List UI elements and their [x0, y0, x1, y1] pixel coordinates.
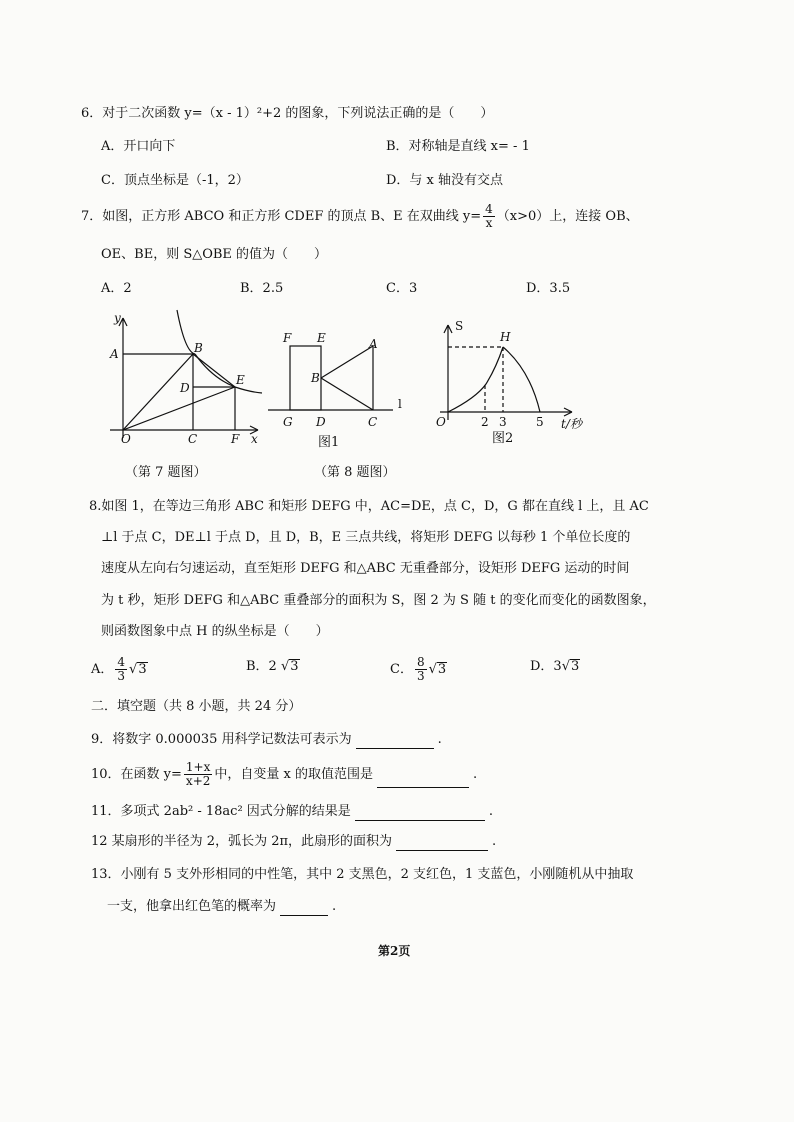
fig8-seg-ab: [321, 346, 373, 378]
q8-option-d-label: D．3: [530, 659, 562, 674]
q10-fraction: [184, 761, 212, 788]
q8-line5: 则函数图象中点 H 的纵坐标是（ ）: [101, 624, 329, 639]
q7-option-a: A．2: [101, 281, 132, 296]
q7-stem-a: 7．如图，正方形 ABCO 和正方形 CDEF 的顶点 B、E 在双曲线 y=: [81, 209, 482, 224]
q10-text-b: 中，自变量 x 的取值范围是: [214, 767, 373, 782]
q6-option-a: A．开口向下: [101, 139, 176, 154]
q8-line1: 8.如图 1，在等边三角形 ABC 和矩形 DEFG 中，AC=DE，点 C，D，G 都在直线 l 上，且 AC: [89, 499, 649, 514]
q12-answer-blank[interactable]: [396, 836, 488, 851]
fig7-label-x: x: [251, 432, 258, 446]
fig8-curve-fall: [503, 347, 540, 412]
q13-answer-blank[interactable]: [280, 901, 328, 916]
q7-stem2: OE、BE，则 S△OBE 的值为（ ）: [101, 247, 328, 262]
q8-option-b-label: B．2: [246, 659, 277, 674]
q9-end: .: [437, 732, 442, 747]
fig8-tick-3: 3: [499, 415, 507, 429]
fig8-label-c: C: [368, 415, 378, 429]
q12: [91, 833, 496, 851]
q7-option-c: C．3: [386, 281, 418, 296]
q11-answer-blank[interactable]: [355, 806, 485, 821]
fig8-label-t: t/秒: [561, 417, 582, 431]
q8-option-c: C． $\frac{8}{3}$ √3: [390, 655, 447, 683]
q6-stem: 6．对于二次函数 y=（x - 1）²+2 的图象，下列说法正确的是（ ）: [81, 106, 494, 121]
q12-text: 12 某扇形的半径为 2，弧长为 2π，此扇形的面积为: [91, 834, 393, 849]
q7-stem: [81, 203, 639, 230]
fig8-label-l: l: [398, 397, 402, 411]
q6-option-c: C．顶点坐标是（-1，2）: [101, 173, 249, 188]
q7-option-b: B．2.5: [240, 281, 284, 296]
q13-text: 一支，他拿出红色笔的概率为: [107, 899, 277, 914]
q13-end: .: [332, 899, 337, 914]
section2-title: 二．填空题（共 8 小题，共 24 分）: [91, 699, 302, 714]
fig8-fig1-title: 图1: [318, 435, 340, 450]
q8-a-radicand: 3: [138, 662, 147, 677]
q7-fraction: [483, 203, 495, 230]
q10-frac-den: x+2: [185, 774, 211, 788]
fig8-label-o2: O: [436, 415, 446, 429]
q10-frac-num: 1+x: [185, 760, 211, 774]
q8-option-a-frac: [115, 656, 127, 683]
q8-line4: 为 t 秒，矩形 DEFG 和△ABC 重叠部分的面积为 S，图 2 为 S 随 t 的变化而变化的函数图象，: [101, 593, 656, 608]
fig8-label-s: S: [455, 319, 464, 333]
fig8-label-b: B: [311, 371, 320, 385]
q11: [91, 803, 493, 821]
q8-c-num: 8: [416, 655, 425, 669]
q10-text-a: 10．在函数 y=: [91, 767, 182, 782]
q8-option-c-frac: [415, 656, 427, 683]
q8-line3: 速度从左向右匀速运动，直至矩形 DEFG 和△ABC 无重叠部分，设矩形 DEFG 运动的时间: [101, 561, 630, 576]
q7-frac-den: x: [485, 216, 493, 230]
fig7-hyperbola: [177, 310, 262, 393]
fig7-label-d: D: [180, 381, 190, 395]
fig8-label-d: D: [316, 415, 326, 429]
fig8-tick-2: 2: [481, 415, 489, 429]
fig8-label-h: H: [500, 330, 511, 344]
fig7-label-a: A: [110, 347, 119, 361]
q8-a-num: 4: [117, 655, 126, 669]
fig8-label-e: E: [317, 331, 326, 345]
q10: [91, 761, 477, 788]
fig7-label-o: O: [121, 432, 131, 446]
q11-text: 11．多项式 2ab² - 18ac² 因式分解的结果是: [91, 804, 351, 819]
q8-c-radicand: 3: [437, 662, 447, 677]
fig7-seg-oe: [123, 387, 235, 430]
q9: [91, 731, 442, 749]
q11-end: .: [488, 804, 493, 819]
figures: [0, 300, 794, 460]
fig8-label-g: G: [283, 415, 293, 429]
q13-line2: [107, 898, 336, 916]
q8-option-a: A． $\frac{4}{3}$ √3: [91, 655, 147, 683]
q8-option-d: D．3√3: [530, 659, 580, 674]
fig7-caption: （第 7 题图）: [125, 465, 207, 480]
page-number: 第2页: [378, 944, 411, 958]
q13-line1: 13．小刚有 5 支外形相同的中性笔，其中 2 支黑色，2 支红色，1 支蓝色，小刚随机从中抽取: [91, 867, 634, 882]
q8-option-a-label: A．: [91, 662, 114, 677]
fig7-label-f: F: [231, 432, 240, 446]
q9-text: 9．将数字 0.000035 用科学记数法可表示为: [91, 732, 352, 747]
fig7-seg-be: [193, 354, 235, 387]
q8-option-c-label: C．: [390, 662, 413, 677]
q12-end: .: [492, 834, 497, 849]
q10-end: .: [473, 767, 478, 782]
fig8-curve-rise: [448, 347, 503, 412]
q8-b-radicand: 3: [290, 659, 299, 674]
fig8-tick-5: 5: [536, 415, 544, 429]
fig8-label-a: A: [369, 337, 378, 351]
q8-a-den: 3: [117, 669, 126, 683]
q6-option-d: D．与 x 轴没有交点: [386, 173, 504, 188]
q7-option-d: D．3.5: [526, 281, 571, 296]
q8-line2: ⊥l 于点 C，DE⊥l 于点 D，且 D，B，E 三点共线，将矩形 DEFG 以每秒 1 个单位长度的: [101, 530, 631, 545]
fig7-label-y: y: [114, 311, 121, 325]
q8-option-b: B．2 √3: [246, 659, 299, 674]
q7-stem-b: （x>0）上，连接 OB、: [496, 209, 639, 224]
fig8-fig2-title: 图2: [492, 431, 514, 446]
q9-answer-blank[interactable]: [356, 734, 434, 749]
q6-option-b: B．对称轴是直线 x= - 1: [386, 139, 530, 154]
fig7-label-c: C: [188, 432, 198, 446]
q8-c-den: 3: [416, 669, 425, 683]
fig8-caption: （第 8 题图）: [314, 465, 396, 480]
fig7-label-e: E: [236, 373, 245, 387]
fig8-diagram-1: [268, 346, 393, 410]
q10-answer-blank[interactable]: [377, 773, 469, 788]
fig8-seg-bc: [321, 378, 373, 410]
q8-d-radicand: 3: [571, 659, 580, 674]
fig7-label-b: B: [194, 341, 203, 355]
q7-frac-num: 4: [485, 202, 493, 216]
fig8-label-f: F: [283, 331, 292, 345]
